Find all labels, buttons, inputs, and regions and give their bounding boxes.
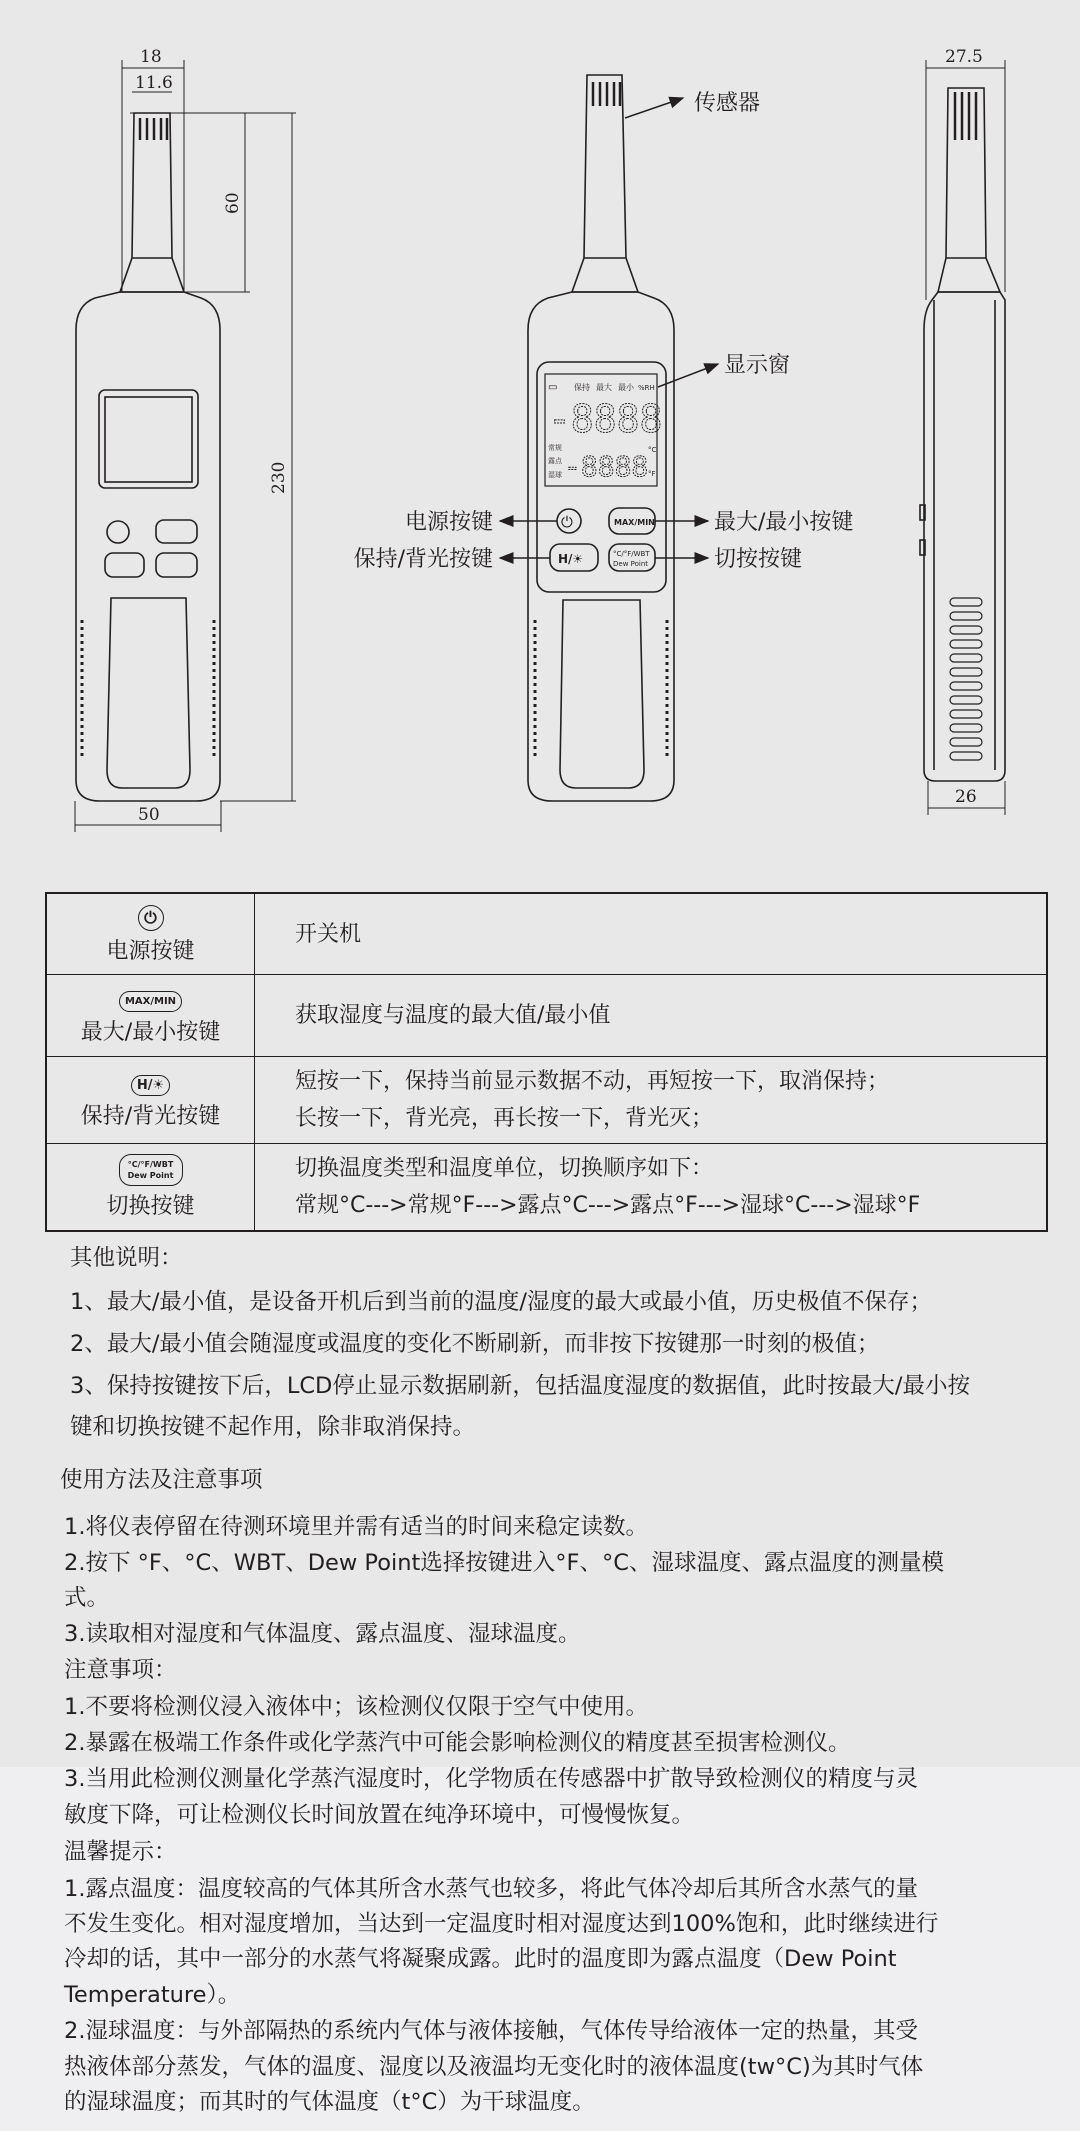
maxmin-icon: MAX/MIN — [119, 991, 182, 1012]
key-description: 获取湿度与温度的最大值/最小值 — [295, 1003, 611, 1029]
front-view-left — [76, 113, 220, 801]
key-name: 最大/最小按键 — [80, 1020, 221, 1046]
lcd-digits-top: -8888 — [548, 397, 663, 441]
lcd-label-wetbulb: 湿球 — [548, 471, 562, 479]
usage-line: 1.将仪表停留在待测环境里并需有适当的时间来稳定读数。 — [64, 1514, 648, 1540]
power-icon: ⏻ — [138, 905, 164, 931]
callout-hold: 保持/背光按键 — [353, 547, 493, 572]
key-name: 电源按键 — [106, 938, 195, 964]
lcd-label-hold: 保持 — [574, 383, 590, 392]
note-line: 3、保持按键按下后，LCD停止显示数据刷新，包括温度湿度的数据值，此时按最大/最小按 — [70, 1373, 970, 1399]
usage-line: 3.读取相对湿度和气体温度、露点温度、湿球温度。 — [64, 1621, 581, 1647]
dim-body-width: 50 — [138, 805, 160, 825]
dim-sensor-height: 60 — [223, 192, 243, 214]
usage-line: Temperature）。 — [64, 1982, 241, 2008]
callout-switch: 切按按键 — [714, 547, 803, 572]
grip-ridges — [950, 598, 982, 760]
table-row — [46, 1056, 1047, 1143]
battery-icon: ▭ — [548, 382, 558, 393]
callout-arrows — [500, 98, 718, 558]
maxmin-button-label: MAX/MIN — [614, 518, 655, 527]
lcd-label-dewpoint: 露点 — [548, 457, 562, 465]
usage-subtitle: 注意事项： — [64, 1657, 177, 1683]
lcd-label-min: 最小 — [618, 383, 634, 392]
usage-line: 式。 — [64, 1585, 110, 1611]
usage-line: 敏度下降，可让检测仪长时间放置在纯净环境中，可慢慢恢复。 — [64, 1802, 695, 1828]
note-line: 键和切换按键不起作用，除非取消保持。 — [70, 1414, 476, 1440]
key-description-line: 切换温度类型和温度单位，切换顺序如下： — [295, 1155, 714, 1181]
usage-subtitle: 温馨提示： — [64, 1839, 177, 1865]
callout-maxmin: 最大/最小按键 — [714, 510, 854, 535]
callout-sensor: 传感器 — [694, 91, 761, 116]
product-diagram — [0, 0, 1080, 860]
usage-title: 使用方法及注意事项 — [60, 1467, 263, 1493]
power-icon: ⏻ — [561, 513, 573, 531]
table-row — [46, 1143, 1047, 1231]
usage-line: 冷却的话，其中一部分的水蒸气将凝聚成露。此时的温度即为露点温度（Dew Point — [64, 1946, 897, 1972]
note-line: 1、最大/最小值，是设备开机后到当前的温度/湿度的最大或最小值，历史极值不保存； — [70, 1289, 932, 1315]
usage-line: 不发生变化。相对湿度增加，当达到一定温度时相对湿度达到100%饱和，此时继续进行 — [64, 1911, 939, 1937]
usage-line: 2.暴露在极端工作条件或化学蒸汽中可能会影响检测仪的精度甚至损害检测仪。 — [64, 1730, 851, 1756]
usage-line: 3.当用此检测仪测量化学蒸汽湿度时，化学物质在传感器中扩散导致检测仪的精度与灵 — [64, 1766, 918, 1792]
lcd-label-normal: 常规 — [548, 444, 562, 452]
key-description: 开关机 — [295, 921, 362, 947]
key-name: 保持/背光按键 — [80, 1103, 221, 1129]
dim-sensor-width: 11.6 — [135, 73, 173, 93]
side-view — [920, 88, 1005, 781]
table-row — [46, 975, 1047, 1056]
device-buttons — [550, 508, 655, 571]
note-line: 2、最大/最小值会随湿度或温度的变化不断刷新，而非按下按键那一时刻的极值； — [70, 1331, 880, 1357]
usage-line: 的湿球温度；而其时的气体温度（t°C）为干球温度。 — [64, 2089, 595, 2115]
dim-width-top: 18 — [140, 47, 162, 67]
callout-display: 显示窗 — [724, 353, 791, 378]
dim-side-bottom: 26 — [955, 787, 977, 807]
hold-button-label: H/☀ — [558, 552, 584, 566]
dimension-lines-right — [926, 60, 1005, 815]
key-name: 切换按键 — [106, 1193, 195, 1219]
switch-button-label-1: °C/°F/WBT — [613, 550, 650, 558]
lcd-unit-f: °F — [648, 470, 656, 478]
hold-backlight-icon: H/☀ — [131, 1075, 170, 1096]
lcd-label-max: 最大 — [596, 383, 612, 392]
table-row — [46, 893, 1047, 975]
key-function-table — [45, 892, 1048, 1232]
lcd-digits-bottom: -8888 — [564, 450, 649, 483]
usage-line: 2.按下 °F、°C、WBT、Dew Point选择按键进入°F、°C、湿球温度、露点温度的测量模 — [64, 1550, 944, 1576]
usage-line: 1.不要将检测仪浸入液体中；该检测仪仅限于空气中使用。 — [64, 1694, 648, 1720]
dim-total-height: 230 — [269, 461, 289, 494]
usage-line: 2.湿球温度：与外部隔热的系统内气体与液体接触，气体传导给液体一定的热量，其受 — [64, 2018, 918, 2044]
key-description-line: 长按一下，背光亮，再长按一下，背光灭； — [295, 1105, 714, 1131]
key-description-line: 短按一下，保持当前显示数据不动，再短按一下，取消保持； — [295, 1068, 890, 1094]
lcd-display — [548, 382, 662, 483]
usage-line: 热液体部分蒸发，气体的温度、湿度以及液温均无变化时的液体温度(tw°C)为其时气体 — [64, 2054, 924, 2080]
lcd-label-rh: %RH — [638, 384, 655, 392]
callout-power: 电源按键 — [404, 510, 493, 535]
other-notes-title: 其他说明： — [70, 1245, 183, 1271]
lcd-unit-c: °C — [648, 446, 657, 454]
dim-side-top: 27.5 — [945, 47, 983, 67]
switch-button-label-2: Dew Point — [613, 560, 649, 568]
switch-unit-icon: °C/°F/WBT Dew Point — [119, 1154, 183, 1186]
usage-line: 1.露点温度：温度较高的气体其所含水蒸气也较多，将此气体冷却后其所含水蒸气的量 — [64, 1876, 918, 1902]
key-description-line: 常规°C--->常规°F--->露点°C--->露点°F--->湿球°C--->湿球°F — [295, 1192, 921, 1218]
